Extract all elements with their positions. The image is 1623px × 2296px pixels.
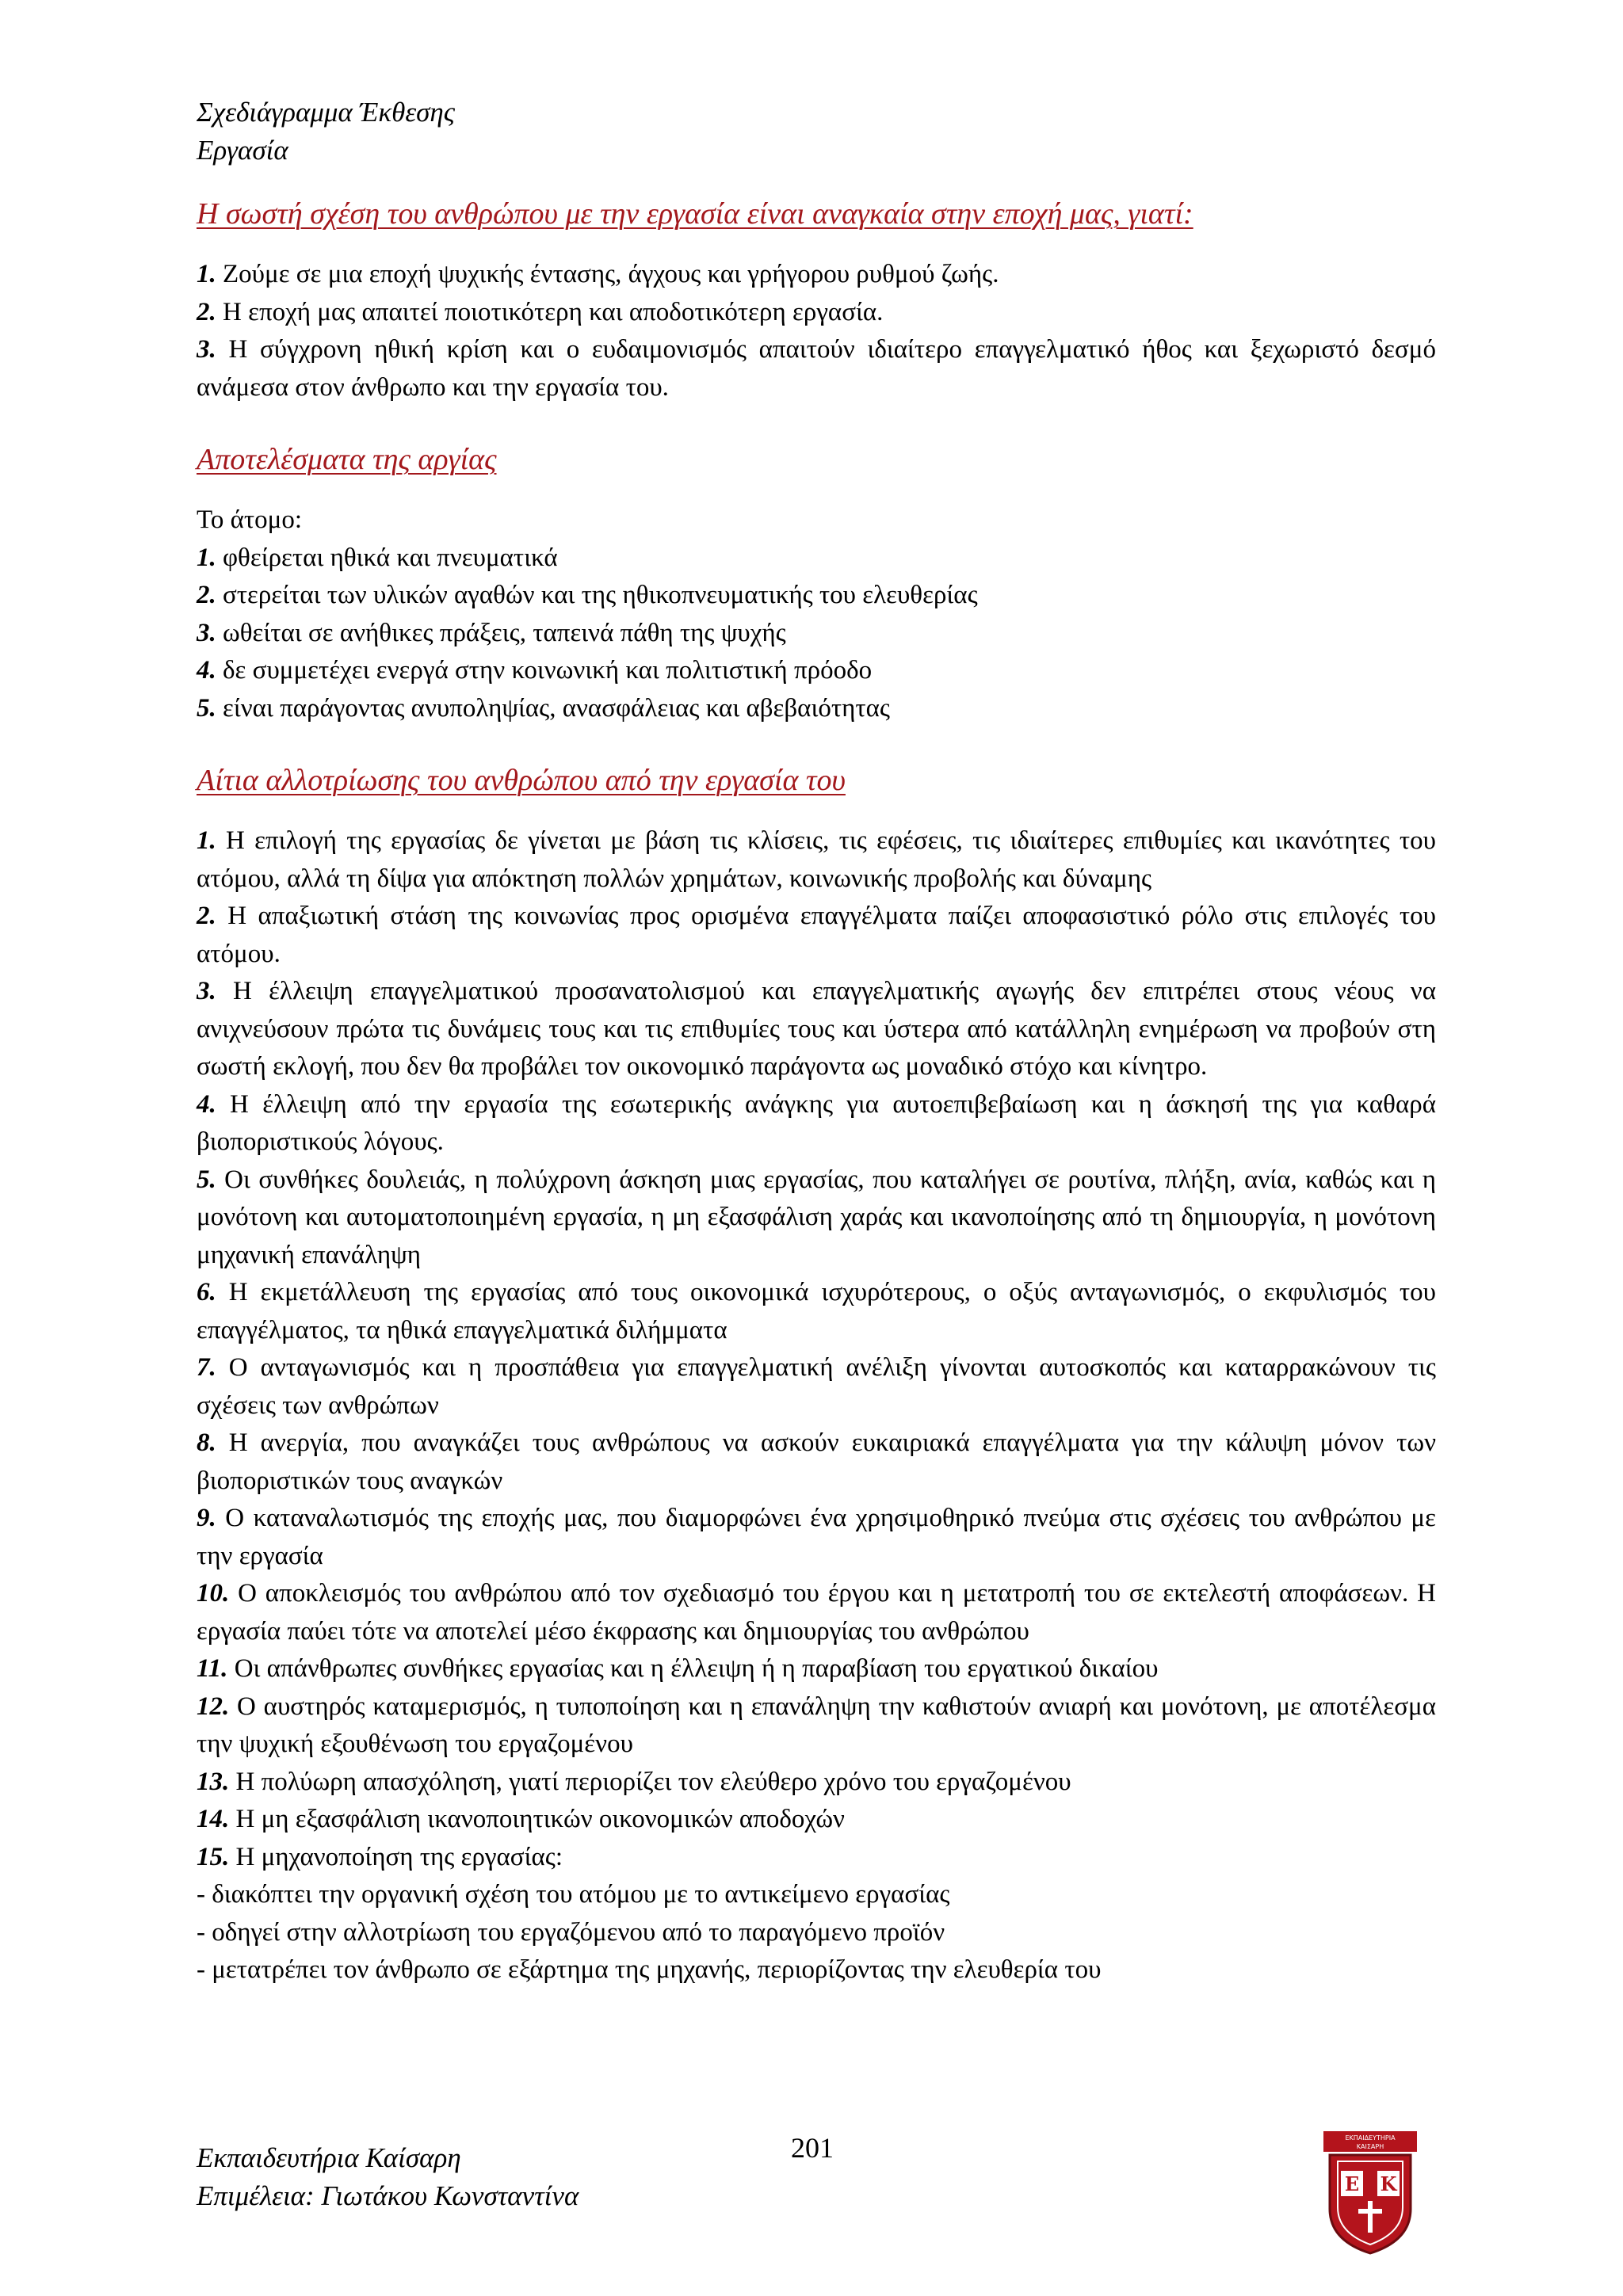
item-text: Η πολύωρη απασχόληση, γιατί περιορίζει τον ελεύθερο χρόνο του εργαζομένου [229,1767,1071,1796]
list-item [197,256,1436,294]
list-item [197,1086,1436,1161]
list-item [197,615,1436,653]
page-header [197,93,455,170]
list-item [197,1650,1436,1688]
item-text: Η ανεργία, που αναγκάζει τους ανθρώπους να ασκούν ευκαιριακά επαγγέλματα για την κάλυψη μόνον των βιοποριστικών τους αναγκών [197,1428,1436,1495]
list-item [197,1161,1436,1275]
item-number: 4. [197,656,216,685]
list-item [197,652,1436,690]
logo-banner-text: ΕΚΠΑΙΔΕΥΤΗΡΙΑ [1345,2134,1396,2142]
item-text: Οι απάνθρωπες συνθήκες εργασίας και η έλλειψη ή η παραβίαση του εργατικού δικαίου [227,1654,1159,1683]
list-item [197,1575,1436,1650]
list-item [197,1349,1436,1425]
item-text: είναι παράγοντας ανυποληψίας, ανασφάλειας και αβεβαιότητας [216,693,890,723]
item-number: 14. [197,1805,230,1833]
logo-cross-vertical [1368,2201,1373,2233]
item-text: Η σύγχρονη ηθική κρίση και ο ευδαιμονισμός απαιτούν ιδιαίτερο επαγγελματικό ήθος και ξεχωριστό δεσμό ανάμεσα στον άνθρωπο και την εργασία του. [197,335,1436,402]
item-number: 11. [197,1654,228,1683]
list-item [197,1688,1436,1764]
item-text: Η εκμετάλλευση της εργασίας από τους οικονομικά ισχυρότερους, ο οξύς ανταγωνισμός, ο εκφυλισμός του επαγγέλματος, τα ηθικά επαγγελματικά διλήμματα [197,1278,1436,1344]
section-alienation-causes [197,761,1436,1989]
item-number: 1. [197,260,216,288]
item-number: 2. [197,581,216,609]
list-item [197,1839,1436,1877]
logo-letter-left: Ε [1344,2172,1360,2195]
item-number: 5. [197,693,216,723]
list-item [197,1425,1436,1500]
list-item [197,1801,1436,1839]
sub-bullet: - μετατρέπει τον άνθρωπο σε εξάρτημα της μηχανής, περιορίζοντας την ελευθερία του [197,1955,1102,1984]
item-text: Η επιλογή της εργασίας δε γίνεται με βάση τις κλίσεις, τις εφέσεις, τις ιδιαίτερες επιθυμίες και ικανότητες του ατόμου, αλλά τη δίψα για απόκτηση πολλών χρημάτων, κοινωνικής προβολής και δύναμης [197,826,1436,893]
item-number: 7. [197,1353,216,1382]
item-text: στερείται των υλικών αγαθών και της ηθικοπνευματικής του ελευθερίας [216,581,978,609]
item-text: Ο καταναλωτισμός της εποχής μας, που διαμορφώνει ένα χρησιμοθηρικό πνεύμα στις σχέσεις του ανθρώπου με την εργασία [197,1504,1436,1570]
section-importance [197,194,1436,406]
item-number: 15. [197,1842,230,1871]
item-text: Ο αυστηρός καταμερισμός, η τυποποίηση και η επανάληψη την καθιστούν ανιαρή και μονότονη, με αποτέλεσμα την ψυχική εξουθένωση του εργαζομένου [197,1691,1436,1758]
list-item [197,540,1436,578]
logo-letter-right: Κ [1380,2172,1397,2195]
section-intro: Το άτομο: [197,505,303,534]
sub-bullet: - οδηγεί στην αλλοτρίωση του εργαζόμενου από το παραγόμενο προϊόν [197,1917,945,1947]
item-text: Ο αποκλεισμός του ανθρώπου από τον σχεδιασμό του έργου και η μετατροπή του σε εκτελεστή αποφάσεων. Η εργασία παύει τότε να αποτελεί μέσο έκφρασης και δημιουργίας του ανθρώπου [197,1579,1436,1646]
page-footer [197,2139,579,2215]
list-item [197,1764,1436,1802]
page-number: 201 [791,2132,834,2164]
list-item [197,690,1436,728]
item-number: 1. [197,543,216,572]
document-body [197,194,1436,2023]
item-number: 13. [197,1767,230,1796]
item-text: Ο ανταγωνισμός και η προσπάθεια για επαγγελματική ανέλιξη γίνονται αυτοσκοπός και καταρρακώνουν τις σχέσεις των ανθρώπων [197,1353,1436,1420]
item-text: Η απαξιωτική στάση της κοινωνίας προς ορισμένα επαγγέλματα παίζει αποφασιστικό ρόλο στις επιλογές του ατόμου. [197,902,1436,968]
item-text: Η εποχή μας απαιτεί ποιοτικότερη και αποδοτικότερη εργασία. [216,297,884,326]
footer-school: Εκπαιδευτήρια Καίσαρη [197,2142,461,2173]
list-item [197,331,1436,406]
item-text: Η έλλειψη επαγγελματικού προσανατολισμού και επαγγελματικής αγωγής δεν επιτρέπει στους νέους να ανιχνεύσουν πρώτα τις δυνάμεις τους και τις επιθυμίες τους και ύστερα από κατάλληλη ενημέρωση να προβούν στη σωστή εκλογή, που δεν θα προβάλει τον οικονομικό παράγοντα ως μοναδικό στόχο και κίνητρο. [197,977,1436,1081]
list-item [197,577,1436,615]
item-text: δε συμμετέχει ενεργά στην κοινωνική και πολιτιστική πρόοδο [216,656,873,685]
item-number: 3. [197,335,216,364]
list-item [197,973,1436,1086]
item-number: 6. [197,1278,216,1306]
item-text: φθείρεται ηθικά και πνευματικά [216,543,558,572]
item-number: 12. [197,1691,230,1721]
section-heading: Αποτελέσματα της αργίας [197,443,497,476]
item-text: Η έλλειψη από την εργασία της εσωτερικής ανάγκης για αυτοεπιβεβαίωση και η άσκησή της για καθαρά βιοποριστικούς λόγους. [197,1089,1436,1156]
list-item [197,898,1436,973]
item-text: Η μηχανοποίηση της εργασίας: [229,1842,563,1871]
list-item [197,1274,1436,1349]
item-text: Οι συνθήκες δουλειάς, η πολύχρονη άσκηση μιας εργασίας, που καταλήγει σε ρουτίνα, πλήξη, ανία, καθώς και η μονότονη και αυτοματοποιημένη εργασία, η μη εξασφάλιση χαράς και ικανοποίησης από τη δημιουργία, η μονότονη μηχανική επανάληψη [197,1165,1436,1269]
logo-banner-text: ΚΑΙΣΑΡΗ [1356,2143,1384,2150]
sub-bullet: - διακόπτει την οργανική σχέση του ατόμου με το αντικείμενο εργασίας [197,1880,950,1909]
item-number: 5. [197,1165,216,1194]
item-number: 3. [197,977,216,1005]
item-number: 4. [197,1089,216,1119]
item-text: Ζούμε σε μια εποχή ψυχικής έντασης, άγχους και γρήγορου ρυθμού ζωής. [216,260,999,288]
footer-editor: Επιμέλεια: Γιωτάκου Κωνσταντίνα [197,2180,579,2211]
item-number: 10. [197,1579,230,1608]
list-item [197,1500,1436,1575]
list-item [197,294,1436,332]
logo-cross-horizontal [1358,2209,1382,2214]
item-number: 8. [197,1428,216,1457]
header-subtitle: Εργασία [197,135,288,166]
item-number: 3. [197,618,216,647]
section-idleness-results [197,440,1436,727]
header-title: Σχεδιάγραμμα Έκθεσης [197,97,455,128]
item-number: 1. [197,826,216,855]
item-number: 2. [197,297,216,326]
item-text: Η μη εξασφάλιση ικανοποιητικών οικονομικών αποδοχών [229,1805,845,1833]
section-heading: Η σωστή σχέση του ανθρώπου με την εργασία είναι αναγκαία στην εποχή μας, γιατί: [197,197,1193,231]
item-number: 9. [197,1504,216,1532]
list-item [197,822,1436,898]
section-heading: Αίτια αλλοτρίωσης του ανθρώπου από την εργασία του [197,764,846,797]
item-number: 2. [197,902,216,930]
item-text: ωθείται σε ανήθικες πράξεις, ταπεινά πάθη της ψυχής [216,618,786,647]
school-shield-logo-icon [1322,2130,1419,2256]
